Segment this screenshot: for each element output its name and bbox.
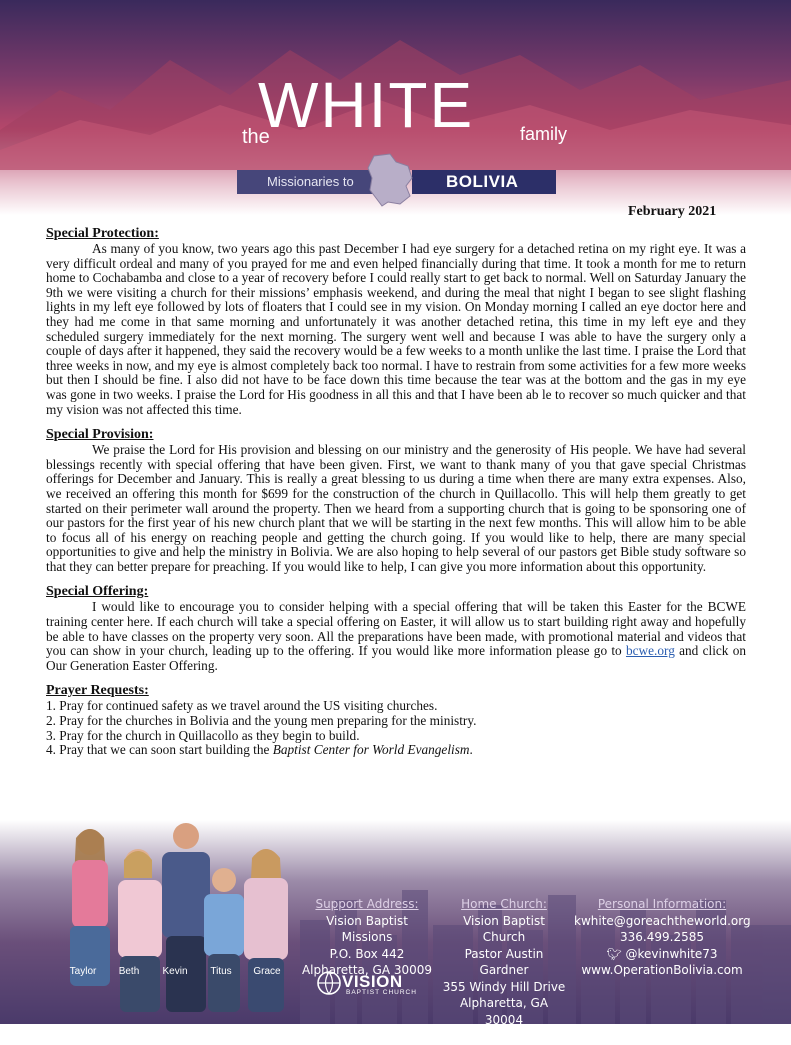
section-heading: Special Provision:	[46, 427, 154, 443]
vision-logo-sub: BAPTIST CHURCH	[346, 989, 417, 996]
support-address	[300, 896, 434, 979]
prayer-list	[46, 699, 746, 757]
country-banner	[412, 170, 556, 194]
support-line: Alpharetta, GA 30009	[301, 963, 433, 977]
church-title: Home Church:	[461, 897, 547, 911]
section-offering	[46, 584, 746, 673]
country-label: BOLIVIA	[446, 172, 519, 191]
name-label: Beth	[118, 966, 140, 977]
church-line: Vision Baptist Church	[463, 913, 545, 944]
support-line: Vision Baptist Missions	[326, 913, 408, 944]
home-church	[440, 896, 568, 1045]
issue-date: February 2021	[628, 204, 717, 219]
name-label: Kevin	[162, 966, 188, 977]
email-link[interactable]: kwhite@goreachtheworld.org	[574, 913, 751, 928]
prayer-item: 3. Pray for the church in Quillacollo as they begin to build.	[46, 727, 360, 743]
support-title: Support Address:	[315, 897, 419, 911]
bolivia-map-icon	[360, 150, 420, 210]
church-line: Alpharetta, GA 30004	[459, 996, 549, 1027]
section-paragraph: We praise the Lord for His provision and blessing on our ministry and the generosity of His people. We have had several blessings recently with special offering that have been given. First, we want to thank many of you that gave special Christmas offerings for December and January. This is really a great blessing to us during a time when there are many extra expenses. Also, we received an offering this month for $699 for the construction of the church in Quillacollo. This will help them greatly to get started on their perimeter wall around the property. Then we heard from a supporting church that is going to be sponsoring one of our pastors for the first year of his new church plant that we will be starting in the next few months. This will allow him to be able to focus all of his energy on reaching people and getting the church going. If you would like to help, there are many special opportunities to give and help the ministry in Bolivia. We are also hoping to help several of our pastors get Bible study software so that they can better prepare for preaching. If you would like to help, I can give you more information about this opportunity.	[46, 442, 746, 574]
missionaries-to-label: Missionaries to	[267, 174, 354, 189]
personal-title: Personal Information:	[597, 897, 727, 911]
vision-logo	[316, 970, 420, 996]
newsletter-body	[46, 226, 746, 768]
prayer-item-4-italic: Baptist Center for World Evangelism	[272, 742, 470, 758]
church-line: Pastor Austin Gardner	[464, 946, 544, 977]
section-prayer	[46, 683, 746, 757]
prayer-item: 1. Pray for continued safety as we travel around the US visiting churches.	[46, 698, 438, 714]
prayer-item	[46, 743, 746, 758]
personal-information	[574, 896, 750, 979]
name-label: Titus	[210, 966, 232, 977]
vision-logo-name: VISION	[342, 972, 403, 991]
section-paragraph: As many of you know, two years ago this past December I had eye surgery for a detached retina on my right eye. It was a very difficult ordeal and many of you prayed for me and even helped financially during that time. It took a month for me to return home to Cochabamba and close to a year of recovery before I could really start to get back to normal. Well on Saturday January the 9th we were visiting a church for their missions’ emphasis weekend, and during the meal that night I began to see slight flashing lights in my left eye followed by lots of floaters that I could see in my vision. On Monday morning I called an eye doctor here and they had me come in that same morning and unfortunately it was another detached retina, this time in my left eye and they scheduled surgery immediately for the next morning. The surgery went well and because I was able to have the surgery only a couple of days after it happened, they said the recovery would be a few weeks to a month unlike the last time. I praise the Lord that three weeks in now, and my eye is almost completely back too normal. I have to restrain from some activities for a few more weeks but then I should be fine. I also did not have to be face down this time because the tear was at the bottom and the gas in my eye was gone in two weeks. I praise the Lord for His goodness in all this and that I have been ab le to recover so much quicker and that my vision was not affected this time.	[46, 241, 746, 417]
prayer-item: 2. Pray for the churches in Bolivia and the young men preparing for the ministry.	[46, 713, 477, 729]
header-banner	[0, 0, 791, 215]
support-line: P.O. Box 442	[329, 946, 405, 961]
name-label: Taylor	[69, 966, 97, 977]
prayer-item-4-end: .	[469, 742, 473, 758]
section-provision	[46, 427, 746, 574]
section-heading: Special Offering:	[46, 584, 149, 600]
family-photo	[40, 820, 300, 1024]
offering-text-before: I would like to encourage you to consider helping with a special offering that will be taken this Easter for the BCWE training center here. If each church will take a special offering on Easter, it will allow us to start building right away and hopefully be able to have classes on the property very soon. All the preparations have been made, with promotional material and videos that you can show in your church, leading up to the offering. If you would like more information please go to	[46, 599, 746, 659]
family-names	[60, 966, 290, 986]
twitter-handle[interactable]	[574, 946, 750, 963]
prayer-item-4-text: 4. Pray that we can soon start building the	[46, 742, 273, 758]
title-family: family	[520, 124, 568, 144]
globe-icon	[316, 970, 342, 996]
section-paragraph	[46, 600, 746, 673]
twitter-text: @kevinwhite73	[625, 946, 718, 961]
section-heading: Special Protection:	[46, 226, 159, 241]
section-protection	[46, 226, 746, 417]
section-heading: Prayer Requests:	[46, 683, 149, 699]
name-label: Grace	[253, 966, 281, 977]
title-the: the	[242, 126, 270, 148]
church-line: 770.456.5881	[462, 1029, 546, 1043]
phone-number: 336.499.2585	[620, 930, 704, 944]
twitter-icon: 🐦︎	[606, 946, 626, 961]
title-white: WHITE	[258, 69, 475, 141]
bcwe-link[interactable]: bcwe.org	[625, 643, 675, 659]
offering-text-after: and click on Our Generation Easter Offering.	[46, 643, 747, 673]
church-line: 355 Windy Hill Drive	[442, 979, 566, 994]
website-link[interactable]: www.OperationBolivia.com	[581, 963, 743, 977]
